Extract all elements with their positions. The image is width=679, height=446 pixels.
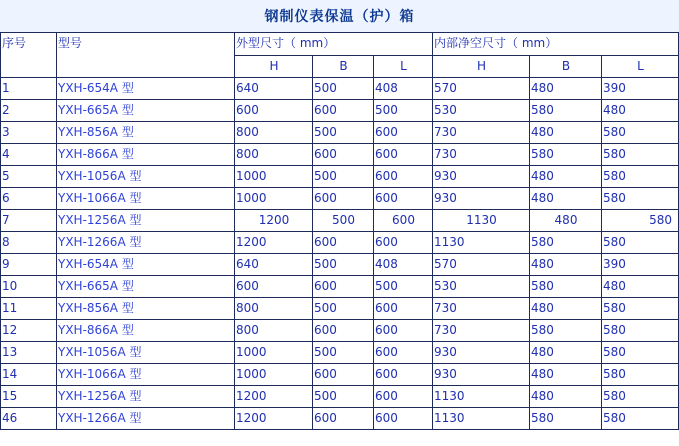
cell-outer-h: 800	[235, 122, 313, 144]
cell-inner-h: 930	[433, 166, 530, 188]
cell-outer-l: 408	[374, 78, 433, 100]
cell-model: YXH-1056A 型	[57, 342, 235, 364]
cell-inner-l: 580	[602, 122, 679, 144]
table-row	[1, 100, 679, 122]
cell-inner-h: 930	[433, 342, 530, 364]
cell-inner-b: 480	[530, 166, 602, 188]
cell-outer-b: 500	[313, 342, 374, 364]
cell-outer-b: 600	[313, 144, 374, 166]
table-row	[1, 298, 679, 320]
cell-outer-h: 600	[235, 276, 313, 298]
cell-inner-l: 390	[602, 78, 679, 100]
cell-outer-h: 600	[235, 100, 313, 122]
cell-model: YXH-665A 型	[57, 100, 235, 122]
cell-model: YXH-866A 型	[57, 144, 235, 166]
cell-no: 9	[1, 254, 57, 276]
table-title: 钢制仪表保温（护）箱	[0, 0, 679, 32]
cell-model: YXH-1056A 型	[57, 166, 235, 188]
cell-outer-h: 1000	[235, 166, 313, 188]
outer-b-header: B	[313, 56, 374, 78]
table-row	[1, 276, 679, 298]
cell-outer-h: 800	[235, 144, 313, 166]
cell-outer-h: 1000	[235, 188, 313, 210]
cell-inner-b: 480	[530, 342, 602, 364]
table-row	[1, 386, 679, 408]
cell-no: 1	[1, 78, 57, 100]
cell-outer-l: 600	[374, 210, 433, 232]
cell-model: YXH-856A 型	[57, 122, 235, 144]
cell-no: 2	[1, 100, 57, 122]
cell-no: 10	[1, 276, 57, 298]
cell-outer-h: 1000	[235, 342, 313, 364]
table-row	[1, 232, 679, 254]
model-header: 型号	[57, 33, 235, 78]
cell-outer-b: 500	[313, 78, 374, 100]
cell-inner-l: 580	[602, 364, 679, 386]
table-row	[1, 342, 679, 364]
inner-h-header: H	[433, 56, 530, 78]
cell-model: YXH-1266A 型	[57, 232, 235, 254]
cell-inner-b: 580	[530, 276, 602, 298]
cell-outer-b: 600	[313, 232, 374, 254]
cell-inner-h: 730	[433, 122, 530, 144]
cell-inner-b: 480	[530, 78, 602, 100]
cell-no: 6	[1, 188, 57, 210]
spec-table	[0, 32, 679, 430]
cell-inner-h: 1130	[433, 408, 530, 430]
inner-l-header: L	[602, 56, 679, 78]
cell-inner-l: 580	[602, 144, 679, 166]
cell-inner-h: 530	[433, 276, 530, 298]
cell-outer-b: 500	[313, 210, 374, 232]
cell-outer-b: 500	[313, 254, 374, 276]
cell-inner-b: 480	[530, 254, 602, 276]
cell-inner-b: 580	[530, 100, 602, 122]
cell-outer-b: 500	[313, 122, 374, 144]
cell-inner-b: 580	[530, 408, 602, 430]
cell-inner-b: 580	[530, 320, 602, 342]
inner-size-header: 内部净空尺寸（ mm）	[433, 33, 679, 56]
cell-inner-h: 730	[433, 320, 530, 342]
cell-outer-l: 500	[374, 100, 433, 122]
cell-no: 11	[1, 298, 57, 320]
cell-no: 12	[1, 320, 57, 342]
cell-model: YXH-665A 型	[57, 276, 235, 298]
cell-outer-l: 600	[374, 188, 433, 210]
cell-inner-h: 570	[433, 78, 530, 100]
cell-model: YXH-654A 型	[57, 254, 235, 276]
cell-inner-l: 580	[602, 188, 679, 210]
cell-no: 14	[1, 364, 57, 386]
table-row	[1, 320, 679, 342]
cell-outer-l: 600	[374, 166, 433, 188]
cell-no: 8	[1, 232, 57, 254]
cell-inner-b: 480	[530, 210, 602, 232]
cell-inner-h: 930	[433, 364, 530, 386]
outer-h-header: H	[235, 56, 313, 78]
cell-outer-l: 600	[374, 320, 433, 342]
cell-inner-b: 480	[530, 298, 602, 320]
cell-model: YXH-856A 型	[57, 298, 235, 320]
cell-outer-b: 600	[313, 320, 374, 342]
cell-outer-l: 500	[374, 276, 433, 298]
table-row	[1, 254, 679, 276]
cell-outer-h: 800	[235, 320, 313, 342]
cell-inner-h: 530	[433, 100, 530, 122]
cell-outer-b: 600	[313, 408, 374, 430]
cell-inner-b: 480	[530, 386, 602, 408]
cell-inner-l: 580	[602, 232, 679, 254]
cell-inner-h: 570	[433, 254, 530, 276]
cell-outer-l: 600	[374, 364, 433, 386]
cell-inner-l: 580	[602, 408, 679, 430]
cell-inner-l: 580	[602, 320, 679, 342]
cell-outer-l: 600	[374, 232, 433, 254]
cell-outer-h: 1200	[235, 386, 313, 408]
cell-outer-b: 600	[313, 100, 374, 122]
cell-outer-b: 600	[313, 364, 374, 386]
cell-inner-b: 580	[530, 144, 602, 166]
cell-inner-b: 480	[530, 122, 602, 144]
cell-outer-l: 600	[374, 386, 433, 408]
cell-outer-h: 640	[235, 254, 313, 276]
cell-inner-l: 580	[602, 342, 679, 364]
cell-model: YXH-866A 型	[57, 320, 235, 342]
table-row	[1, 166, 679, 188]
cell-no: 13	[1, 342, 57, 364]
cell-inner-l: 390	[602, 254, 679, 276]
cell-inner-h: 730	[433, 298, 530, 320]
cell-model: YXH-1266A 型	[57, 408, 235, 430]
cell-outer-l: 600	[374, 144, 433, 166]
cell-outer-b: 600	[313, 188, 374, 210]
cell-outer-h: 640	[235, 78, 313, 100]
cell-inner-h: 1130	[433, 210, 530, 232]
cell-model: YXH-1256A 型	[57, 386, 235, 408]
cell-no: 7	[1, 210, 57, 232]
cell-outer-h: 1200	[235, 232, 313, 254]
cell-outer-l: 600	[374, 298, 433, 320]
header-row	[1, 33, 679, 56]
table-row	[1, 210, 679, 232]
outer-l-header: L	[374, 56, 433, 78]
outer-size-header: 外型尺寸（ mm）	[235, 33, 433, 56]
cell-inner-l: 480	[602, 276, 679, 298]
cell-no: 15	[1, 386, 57, 408]
cell-no: 46	[1, 408, 57, 430]
cell-inner-h: 930	[433, 188, 530, 210]
cell-outer-h: 1200	[235, 210, 313, 232]
cell-inner-h: 1130	[433, 232, 530, 254]
cell-outer-h: 800	[235, 298, 313, 320]
cell-outer-b: 600	[313, 276, 374, 298]
cell-inner-b: 580	[530, 232, 602, 254]
table-row	[1, 144, 679, 166]
cell-outer-l: 600	[374, 122, 433, 144]
cell-inner-h: 1130	[433, 386, 530, 408]
cell-inner-b: 480	[530, 364, 602, 386]
cell-no: 5	[1, 166, 57, 188]
cell-inner-h: 730	[433, 144, 530, 166]
inner-b-header: B	[530, 56, 602, 78]
table-row	[1, 78, 679, 100]
cell-outer-h: 1200	[235, 408, 313, 430]
cell-model: YXH-1066A 型	[57, 364, 235, 386]
cell-outer-b: 500	[313, 298, 374, 320]
cell-no: 4	[1, 144, 57, 166]
seq-header: 序号	[1, 33, 57, 78]
cell-inner-l: 580	[602, 166, 679, 188]
table-row	[1, 122, 679, 144]
table-row	[1, 188, 679, 210]
cell-inner-l: 480	[602, 100, 679, 122]
cell-inner-l: 580	[602, 298, 679, 320]
cell-outer-l: 600	[374, 408, 433, 430]
cell-inner-l: 580	[602, 210, 679, 232]
cell-model: YXH-1066A 型	[57, 188, 235, 210]
cell-inner-b: 480	[530, 188, 602, 210]
cell-outer-l: 600	[374, 342, 433, 364]
cell-model: YXH-654A 型	[57, 78, 235, 100]
table-row	[1, 408, 679, 430]
cell-outer-h: 1000	[235, 364, 313, 386]
cell-no: 3	[1, 122, 57, 144]
cell-outer-b: 500	[313, 386, 374, 408]
cell-inner-l: 580	[602, 386, 679, 408]
table-row	[1, 364, 679, 386]
cell-model: YXH-1256A 型	[57, 210, 235, 232]
cell-outer-b: 500	[313, 166, 374, 188]
cell-outer-l: 408	[374, 254, 433, 276]
